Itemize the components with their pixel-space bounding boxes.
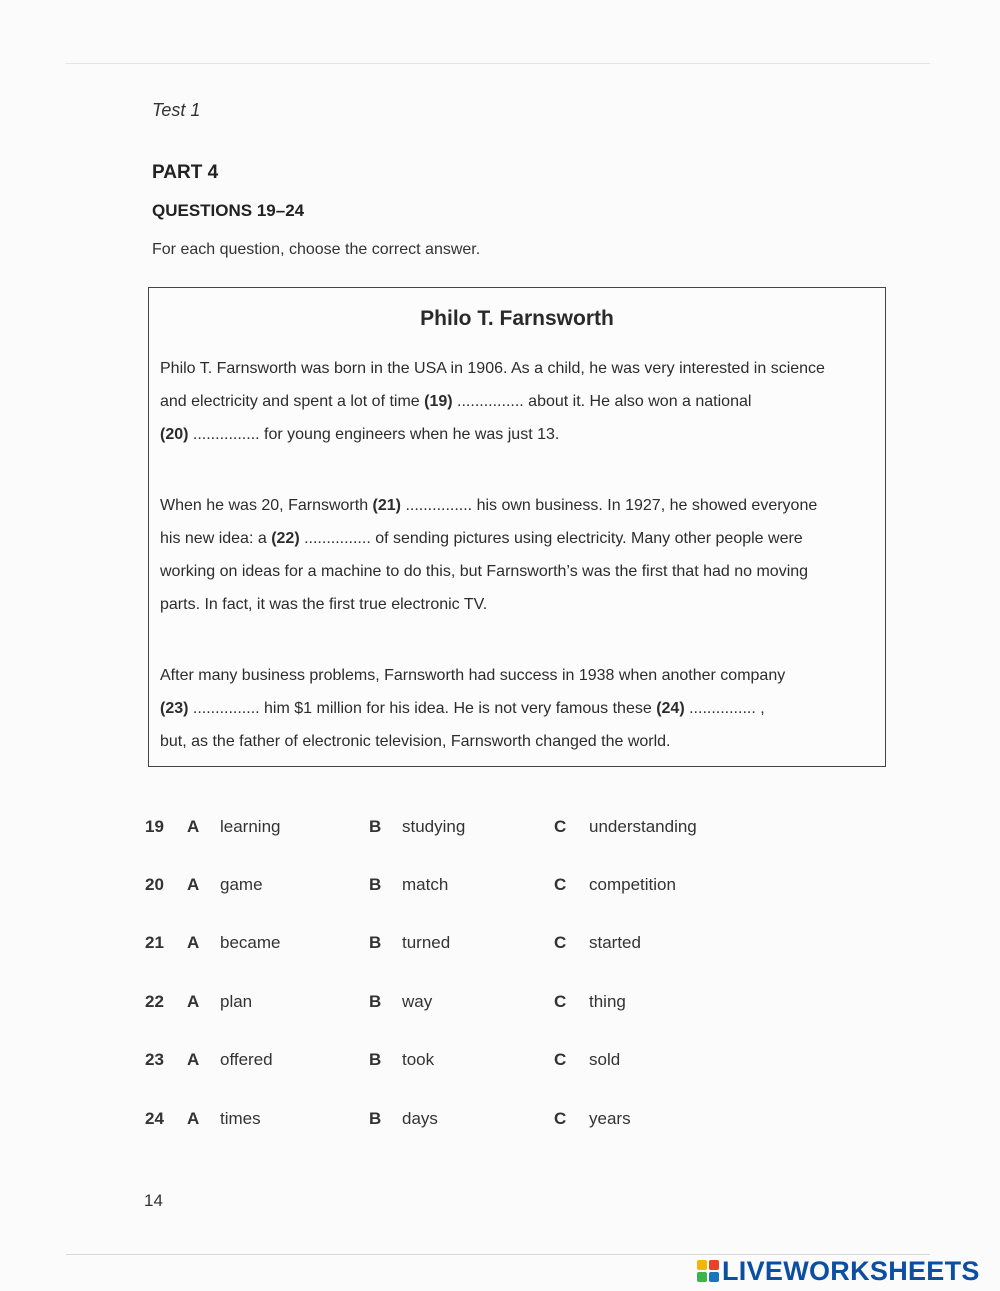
option-a[interactable]: became bbox=[220, 933, 281, 952]
test-label: Test 1 bbox=[152, 100, 201, 120]
passage-line bbox=[160, 385, 886, 418]
option-letter-c: C bbox=[554, 992, 567, 1011]
option-a[interactable]: offered bbox=[220, 1050, 273, 1069]
passage-paragraph-1 bbox=[160, 352, 886, 451]
option-letter-b: B bbox=[369, 817, 382, 836]
questions-title: QUESTIONS 19–24 bbox=[152, 201, 305, 220]
passage-text: working on ideas for a machine to do this, but Farnsworth’s was the first that had no moving bbox=[160, 563, 809, 580]
option-c[interactable]: started bbox=[589, 933, 641, 952]
option-c[interactable]: thing bbox=[589, 992, 626, 1011]
option-b[interactable]: studying bbox=[402, 817, 466, 836]
option-letter-c: C bbox=[554, 933, 567, 952]
question-number: 24 bbox=[145, 1109, 164, 1128]
question-number: 19 bbox=[145, 817, 164, 836]
option-b[interactable]: took bbox=[402, 1050, 435, 1069]
brand-name: LIVEWORKSHEETS bbox=[722, 1255, 980, 1286]
gap-21[interactable]: (21) bbox=[372, 497, 401, 514]
logo-square bbox=[709, 1260, 719, 1270]
option-letter-b: B bbox=[369, 992, 382, 1011]
liveworksheets-logo-icon bbox=[697, 1260, 719, 1282]
option-b[interactable]: way bbox=[402, 992, 433, 1011]
reading-passage bbox=[148, 287, 886, 767]
option-letter-c: C bbox=[554, 875, 567, 894]
passage-line bbox=[160, 659, 886, 692]
option-letter-a: A bbox=[187, 992, 200, 1011]
question-row-23 bbox=[0, 1050, 1000, 1080]
option-c[interactable]: years bbox=[589, 1109, 631, 1128]
question-number: 22 bbox=[145, 992, 164, 1011]
passage-text: Philo T. Farnsworth was born in the USA in 1906. As a child, he was very interested in science bbox=[160, 360, 825, 377]
gap-20[interactable]: (20) bbox=[160, 426, 189, 443]
passage-text: ............... his own business. In 1927, he showed everyone bbox=[401, 497, 818, 514]
option-letter-a: A bbox=[187, 817, 200, 836]
passage-text: When he was 20, Farnsworth bbox=[160, 497, 373, 514]
question-number: 21 bbox=[145, 933, 164, 952]
question-row-19 bbox=[0, 817, 1000, 847]
option-a[interactable]: game bbox=[220, 875, 263, 894]
passage-paragraph-2 bbox=[160, 489, 886, 621]
option-letter-c: C bbox=[554, 817, 567, 836]
option-b[interactable]: match bbox=[402, 875, 449, 894]
option-letter-b: B bbox=[369, 1109, 382, 1128]
passage-line bbox=[160, 522, 886, 555]
passage-text: and electricity and spent a lot of time bbox=[160, 393, 425, 410]
passage-line bbox=[160, 588, 886, 621]
passage-line bbox=[160, 489, 886, 522]
gap-22[interactable]: (22) bbox=[271, 530, 300, 547]
question-row-21 bbox=[0, 933, 1000, 963]
question-number: 20 bbox=[145, 875, 164, 894]
passage-text: parts. In fact, it was the first true electronic TV. bbox=[160, 596, 488, 613]
option-letter-c: C bbox=[554, 1050, 567, 1069]
passage-text: After many business problems, Farnsworth had success in 1938 when another company bbox=[160, 667, 786, 684]
passage-text: ............... of sending pictures using electricity. Many other people were bbox=[299, 530, 803, 547]
option-letter-a: A bbox=[187, 933, 200, 952]
option-letter-b: B bbox=[369, 875, 382, 894]
passage-line bbox=[160, 725, 886, 758]
option-letter-a: A bbox=[187, 1050, 200, 1069]
question-number: 23 bbox=[145, 1050, 164, 1069]
option-c[interactable]: understanding bbox=[589, 817, 697, 836]
option-letter-b: B bbox=[369, 1050, 382, 1069]
passage-text: ............... about it. He also won a national bbox=[452, 393, 752, 410]
question-row-22 bbox=[0, 992, 1000, 1022]
passage-text: ............... for young engineers when he was just 13. bbox=[188, 426, 560, 443]
instruction-text: For each question, choose the correct answer. bbox=[152, 241, 481, 258]
option-letter-c: C bbox=[554, 1109, 567, 1128]
passage-title: Philo T. Farnsworth bbox=[420, 307, 614, 330]
part-title: PART 4 bbox=[152, 162, 219, 183]
passage-paragraph-3 bbox=[160, 659, 886, 758]
option-b[interactable]: turned bbox=[402, 933, 451, 952]
passage-text: his new idea: a bbox=[160, 530, 272, 547]
passage-line bbox=[160, 692, 886, 725]
option-a[interactable]: times bbox=[220, 1109, 261, 1128]
gap-23[interactable]: (23) bbox=[160, 700, 189, 717]
logo-square bbox=[709, 1272, 719, 1282]
option-c[interactable]: sold bbox=[589, 1050, 621, 1069]
option-letter-a: A bbox=[187, 875, 200, 894]
page-number: 14 bbox=[144, 1191, 163, 1210]
question-row-24 bbox=[0, 1109, 1000, 1139]
passage-text: but, as the father of electronic television, Farnsworth changed the world. bbox=[160, 733, 671, 750]
option-a[interactable]: learning bbox=[220, 817, 281, 836]
passage-line bbox=[160, 352, 886, 385]
gap-19[interactable]: (19) bbox=[424, 393, 453, 410]
passage-line bbox=[160, 418, 886, 451]
passage-text: ............... him $1 million for his idea. He is not very famous these bbox=[188, 700, 657, 717]
top-divider bbox=[66, 63, 930, 64]
passage-text: ............... , bbox=[684, 700, 765, 717]
logo-square bbox=[697, 1260, 707, 1270]
passage-line bbox=[160, 555, 886, 588]
option-letter-a: A bbox=[187, 1109, 200, 1128]
option-b[interactable]: days bbox=[402, 1109, 438, 1128]
option-c[interactable]: competition bbox=[589, 875, 676, 894]
question-row-20 bbox=[0, 875, 1000, 905]
gap-24[interactable]: (24) bbox=[656, 700, 685, 717]
option-a[interactable]: plan bbox=[220, 992, 253, 1011]
option-letter-b: B bbox=[369, 933, 382, 952]
logo-square bbox=[697, 1272, 707, 1282]
liveworksheets-brand[interactable] bbox=[697, 1257, 980, 1285]
